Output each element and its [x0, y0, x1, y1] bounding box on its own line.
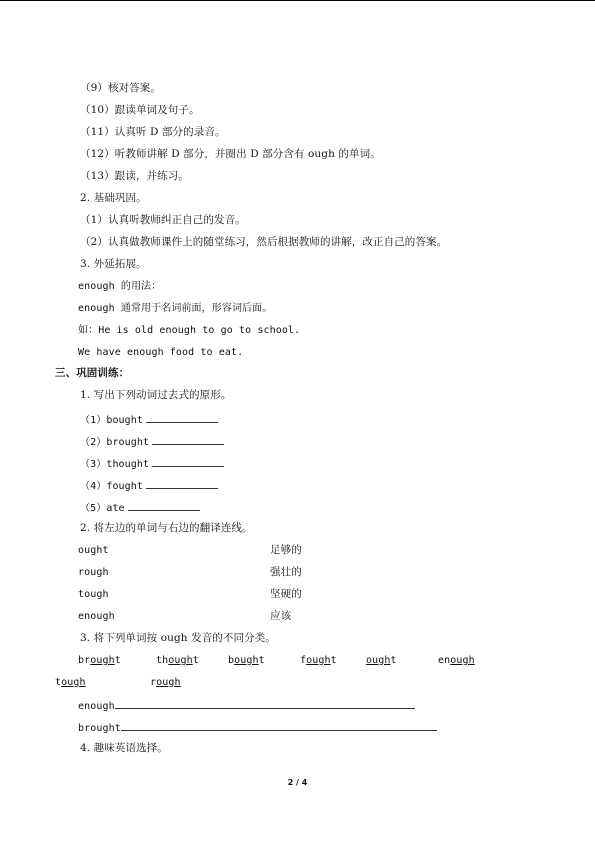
- step-10: （10）跟读单词及句子。: [80, 104, 200, 116]
- q1-item-5: （5）ate: [80, 500, 200, 515]
- enough-usage-rule: enough 通常用于名词前面，形容词后面。: [78, 303, 273, 314]
- ough-word: rough: [150, 677, 181, 688]
- example-sentence-2: We have enough food to eat.: [78, 347, 244, 358]
- answer-blank[interactable]: [146, 478, 218, 489]
- step-12: （12）听教师讲解 D 部分，并圈出 D 部分含有 ough 的单词。: [80, 148, 381, 160]
- basic-item-1: （1）认真听教师纠正自己的发音。: [80, 214, 246, 226]
- answer-blank[interactable]: [152, 456, 224, 467]
- question-4: 4. 趣味英语选择。: [80, 742, 168, 754]
- basic-item-2: （2）认真做教师课件上的随堂练习，然后根据教师的讲解，改正自己的答案。: [80, 236, 448, 248]
- top-border: [0, 0, 595, 1]
- heading-extension: 3. 外延拓展。: [80, 258, 147, 270]
- heading-basic-consolidation: 2. 基础巩固。: [80, 192, 147, 204]
- answer-blank[interactable]: [128, 500, 200, 511]
- step-13: （13）跟读，并练习。: [80, 170, 189, 182]
- example-sentence-1: 如：He is old enough to go to school.: [78, 325, 301, 336]
- question-3: 3. 将下列单词按 ough 发音的不同分类。: [80, 632, 276, 644]
- q1-item-4: （4）fought: [80, 478, 218, 493]
- ough-word: enough: [438, 655, 475, 666]
- category-answer-line[interactable]: [121, 720, 437, 731]
- category-enough-row: enough: [78, 698, 415, 713]
- ough-word: bought: [228, 655, 265, 666]
- q1-item-3: （3）thought: [80, 456, 224, 471]
- ough-word: fought: [300, 655, 337, 666]
- q1-item-1: （1）bought: [80, 412, 218, 427]
- enough-usage-title: enough 的用法：: [78, 281, 162, 292]
- question-1: 1. 写出下列动词过去式的原形。: [80, 389, 232, 401]
- ough-word: ought: [366, 655, 397, 666]
- answer-blank[interactable]: [146, 412, 218, 423]
- match-right-meaning[interactable]: 坚硬的: [270, 588, 302, 600]
- page-number: 2 / 4: [287, 778, 308, 787]
- match-left-word[interactable]: ought: [78, 545, 109, 556]
- match-right-meaning[interactable]: 应该: [270, 610, 292, 622]
- step-9: （9）核对答案。: [80, 82, 161, 94]
- answer-blank[interactable]: [152, 434, 224, 445]
- section-heading-practice: 三、巩固训练：: [55, 367, 130, 379]
- ough-word: thought: [156, 655, 199, 666]
- step-11: （11）认真听 D 部分的录音。: [80, 126, 226, 138]
- match-right-meaning[interactable]: 强壮的: [270, 566, 302, 578]
- ough-word: brought: [78, 655, 121, 666]
- q1-item-2: （2）brought: [80, 434, 224, 449]
- match-left-word[interactable]: tough: [78, 589, 109, 600]
- match-right-meaning[interactable]: 足够的: [270, 544, 302, 556]
- match-left-word[interactable]: enough: [78, 611, 115, 622]
- ough-word: tough: [55, 677, 86, 688]
- category-answer-line[interactable]: [115, 698, 415, 709]
- category-brought-row: brought: [78, 720, 437, 735]
- question-2: 2. 将左边的单词与右边的翻译连线。: [80, 522, 253, 534]
- match-left-word[interactable]: rough: [78, 567, 109, 578]
